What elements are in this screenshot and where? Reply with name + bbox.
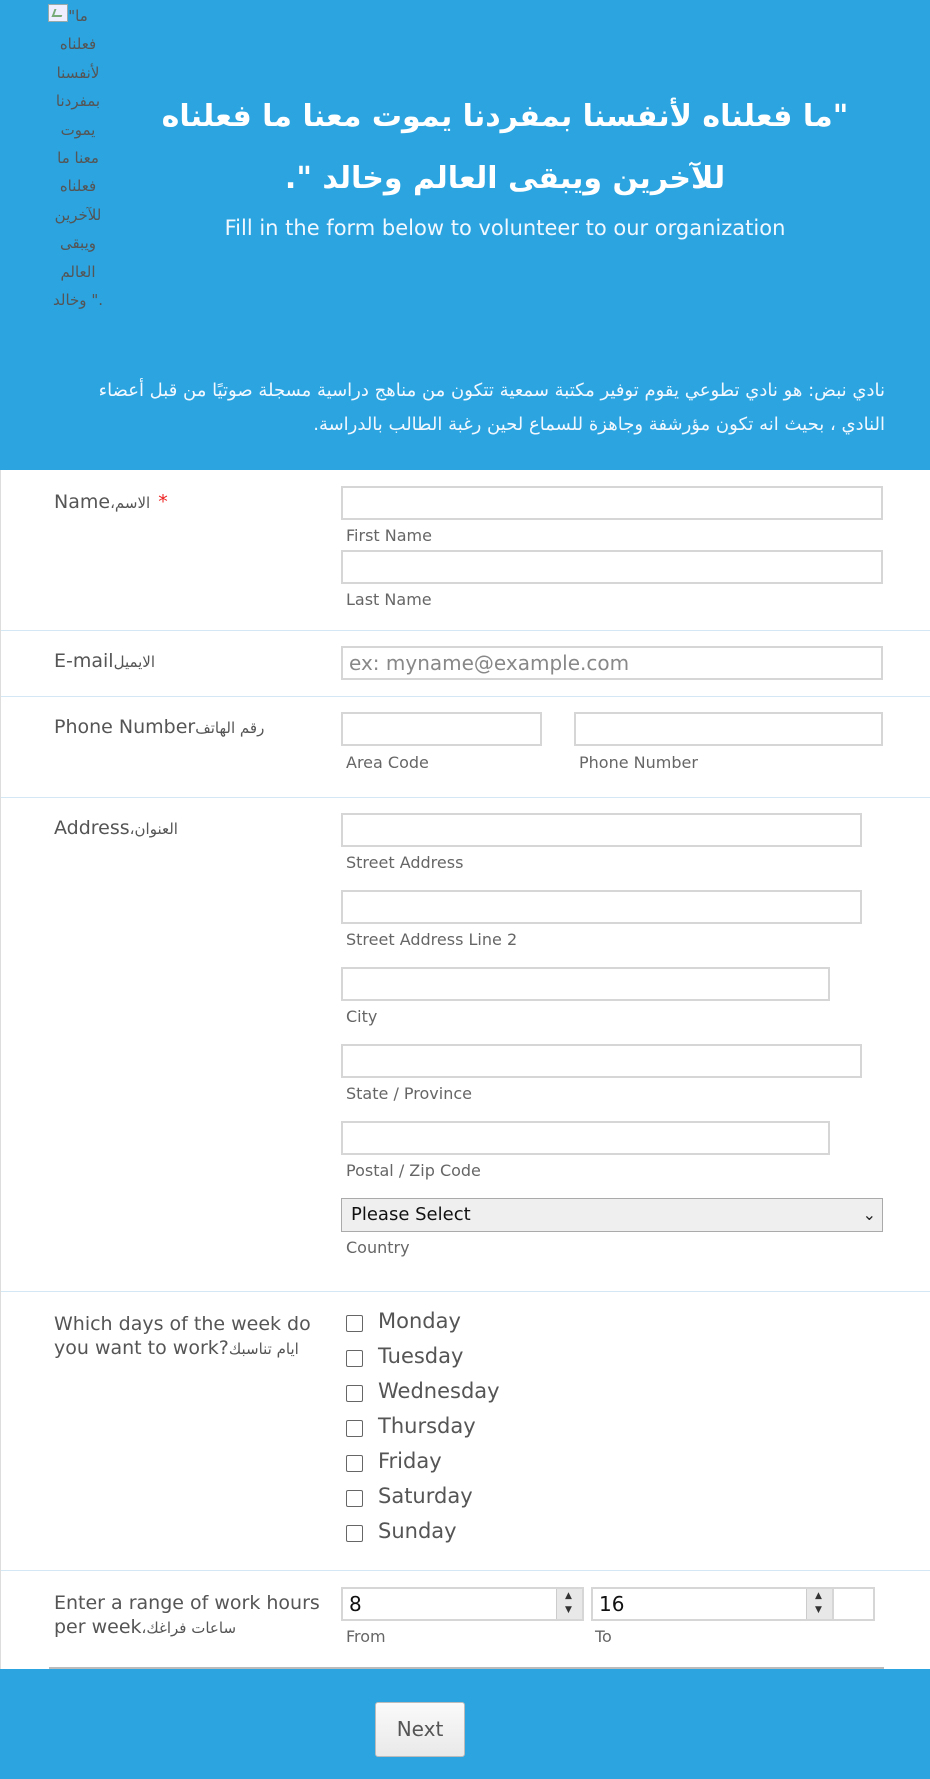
page-title: "ما فعلناه لأنفسنا بمفردنا يموت معنا ما فعلناه للآخرين ويبقى العالم وخالد ". — [161, 99, 849, 196]
chevron-down-icon: ⌄ — [862, 1205, 876, 1224]
phone-number-input[interactable] — [574, 712, 883, 746]
last-name-input[interactable] — [341, 550, 883, 584]
address-label — [54, 816, 178, 841]
form-card — [0, 470, 930, 1669]
hours-from-sublabel: From — [346, 1627, 386, 1646]
arrow-up-icon[interactable]: ▲ — [815, 1591, 822, 1601]
phone-label — [54, 715, 264, 740]
hours-label-text: Enter a range of work hours per week — [54, 1592, 320, 1638]
last-name-sublabel: Last Name — [346, 590, 432, 609]
day-label: Friday — [378, 1449, 442, 1473]
email-row — [1, 631, 930, 697]
first-name-sublabel: First Name — [346, 526, 432, 545]
required-mark: * — [158, 491, 168, 513]
state-province-input[interactable] — [341, 1044, 862, 1078]
checkbox[interactable] — [346, 1385, 363, 1402]
broken-image-icon — [48, 4, 68, 22]
arrow-down-icon[interactable]: ▼ — [565, 1605, 572, 1615]
hours-from-value: 8 — [349, 1592, 362, 1616]
checkbox[interactable] — [346, 1455, 363, 1472]
postal-code-input[interactable] — [341, 1121, 830, 1155]
hours-to-value: 16 — [599, 1592, 625, 1616]
days-label — [54, 1312, 324, 1361]
state-province-sublabel: State / Province — [346, 1084, 472, 1103]
phone-label-arabic: رقم الهاتف — [195, 719, 265, 737]
city-input[interactable] — [341, 967, 830, 1001]
day-label: Tuesday — [378, 1344, 464, 1368]
name-label-text: Name — [54, 491, 111, 513]
city-sublabel: City — [346, 1007, 378, 1026]
checkbox[interactable] — [346, 1420, 363, 1437]
form-header — [0, 0, 930, 470]
postal-code-sublabel: Postal / Zip Code — [346, 1161, 481, 1180]
arrow-up-icon[interactable]: ▲ — [565, 1591, 572, 1601]
hours-to-input[interactable] — [591, 1587, 834, 1621]
spinner-arrows[interactable] — [556, 1589, 582, 1619]
logo-alt-text: "ما فعلناه لأنفسنا بمفردنا يموت معنا ما فعلناه للآخرين ويبقى العالم وخالد ". — [53, 7, 103, 310]
hours-from-input[interactable] — [341, 1587, 584, 1621]
logo-image — [48, 2, 108, 314]
hours-label-arabic: ،ساعات فراغك — [141, 1619, 237, 1637]
country-select[interactable] — [341, 1198, 883, 1232]
name-row — [1, 470, 930, 631]
country-selected-value: Please Select — [351, 1204, 471, 1225]
email-input[interactable]: ex: myname@example.com — [341, 646, 883, 680]
hours-label — [54, 1591, 324, 1640]
club-description: نادي نبض: هو نادي تطوعي يقوم توفير مكتبة سمعية تتكون من مناهج دراسية مسجلة صوتيًا من قبل أعضاء النادي ، بحيث انه تكون مؤرشفة وجاهزة للسماع لحين رغبة الطالب بالدراسة. — [98, 380, 885, 435]
hours-to-sublabel: To — [595, 1627, 612, 1646]
hours-range-tail — [832, 1587, 875, 1621]
area-code-sublabel: Area Code — [346, 753, 429, 772]
email-label — [54, 649, 155, 674]
days-label-arabic: ايام تناسبك — [228, 1340, 299, 1358]
days-label-text: Which days of the week do you want to work? — [54, 1313, 311, 1359]
arrow-down-icon[interactable]: ▼ — [815, 1605, 822, 1615]
page-subtitle: Fill in the form below to volunteer to our organization — [224, 216, 786, 240]
first-name-input[interactable] — [341, 486, 883, 520]
day-label: Sunday — [378, 1519, 457, 1543]
street-address-sublabel: Street Address — [346, 853, 464, 872]
day-label: Monday — [378, 1309, 461, 1333]
days-row — [1, 1292, 930, 1571]
area-code-input[interactable] — [341, 712, 542, 746]
day-label: Wednesday — [378, 1379, 500, 1403]
email-label-arabic: الايميل — [113, 653, 156, 671]
hours-row — [1, 1571, 930, 1667]
day-label: Thursday — [378, 1414, 476, 1438]
street-address-input[interactable] — [341, 813, 862, 847]
street-address-line2-input[interactable] — [341, 890, 862, 924]
checkbox[interactable] — [346, 1315, 363, 1332]
checkbox[interactable] — [346, 1525, 363, 1542]
form-divider — [49, 1667, 884, 1669]
checkbox[interactable] — [346, 1350, 363, 1367]
checkbox[interactable] — [346, 1490, 363, 1507]
phone-label-text: Phone Number — [54, 716, 196, 738]
name-label-arabic: ،الاسم — [110, 494, 151, 512]
country-sublabel: Country — [346, 1238, 410, 1257]
phone-number-sublabel: Phone Number — [579, 753, 698, 772]
address-label-arabic: ،العنوان — [129, 820, 178, 838]
name-label — [54, 490, 168, 515]
next-button[interactable]: Next — [375, 1702, 465, 1757]
street-address-line2-sublabel: Street Address Line 2 — [346, 930, 518, 949]
spinner-arrows[interactable] — [806, 1589, 832, 1619]
email-label-text: E-mail — [54, 650, 114, 672]
day-label: Saturday — [378, 1484, 473, 1508]
address-row — [1, 798, 930, 1292]
phone-row — [1, 697, 930, 798]
address-label-text: Address — [54, 817, 130, 839]
